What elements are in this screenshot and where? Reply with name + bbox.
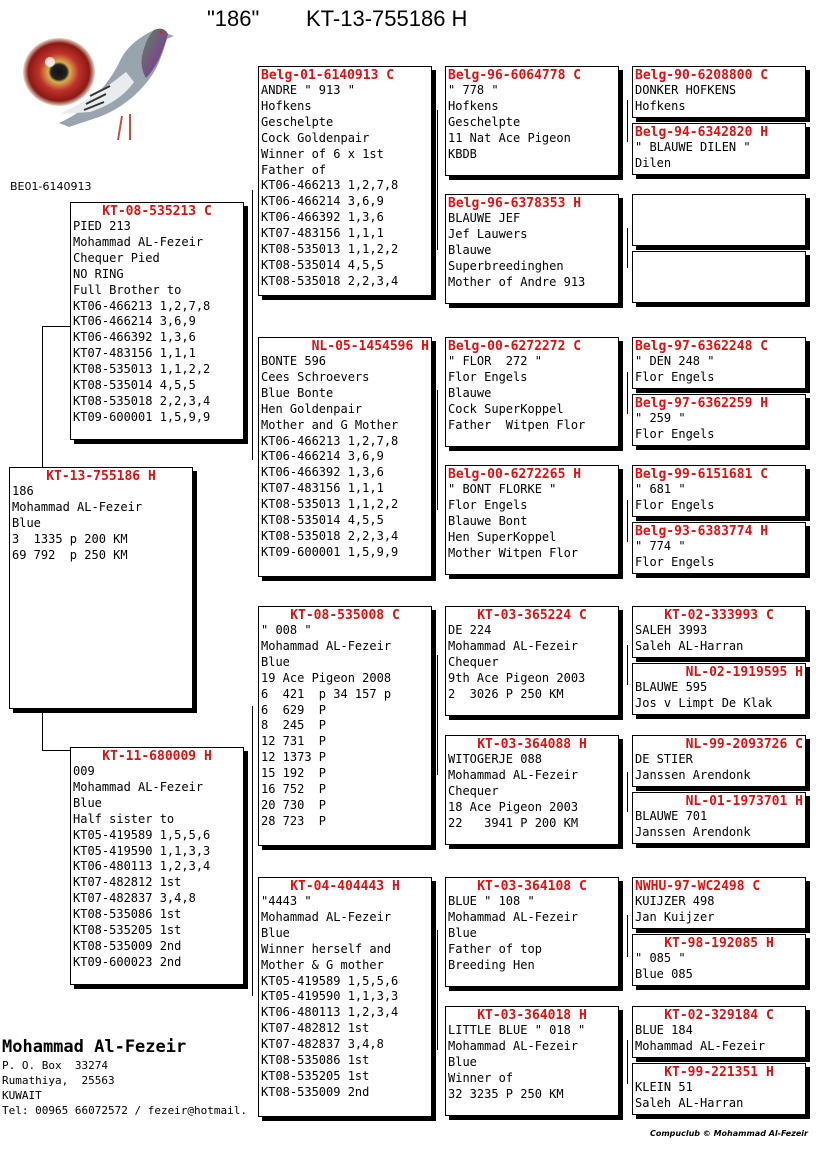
g4-card-4: [632, 251, 806, 303]
gp-line: KT08-535009 2nd: [261, 1084, 370, 1099]
g4-ring: NL-01-1973701 H: [685, 794, 803, 809]
pigeon-eye-photo-icon: [14, 12, 174, 162]
gp-line: 12 731 P: [261, 734, 327, 749]
ggp-line: BLUE " 108 ": [448, 894, 535, 908]
g4-ring: NL-02-1919595 H: [685, 665, 803, 680]
gp-line: Mohammad AL-Fezeir: [261, 638, 392, 653]
ggp-ring: KT-03-364018 H: [477, 1008, 587, 1023]
gp-line: 15 192 P: [261, 766, 327, 781]
gp-line: KT08-535014 4,5,5: [261, 257, 384, 272]
subject-line: 3 1335 p 200 KM: [12, 531, 128, 546]
gp-line: KT06-466392 1,3,6: [261, 465, 384, 480]
owner-address-line: Rumathiya, 25563: [2, 1074, 115, 1087]
ggp-line: Superbreedinghen: [448, 258, 564, 273]
dam-line: KT06-480113 1,2,3,4: [73, 859, 211, 874]
sire-line: KT06-466392 1,3,6: [73, 330, 196, 345]
g4-line: BLAUWE 595: [635, 680, 708, 694]
ggp-line: Jef Lauwers: [448, 226, 528, 241]
gp-line: KT08-535086 1st: [261, 1053, 370, 1068]
gp-line: KT07-483156 1,1,1: [261, 481, 384, 496]
g4-card-8: [632, 522, 806, 574]
dam-line: KT08-535009 2nd: [73, 938, 182, 953]
g4-line: Janssen Arendonk: [635, 824, 751, 839]
footer-credit: Compuclub © Mohammad Al-Fezeir: [649, 1129, 808, 1138]
gp-line: KT08-535014 4,5,5: [261, 513, 384, 528]
gp-line: " 008 ": [261, 623, 312, 637]
ggp-line: KBDB: [448, 146, 477, 161]
owner-address-line: KUWAIT: [2, 1089, 42, 1102]
ggp-line: Mother Witpen Flor: [448, 545, 579, 560]
ggp-ring: KT-03-364108 C: [477, 879, 587, 894]
g4-card-12: [632, 792, 806, 844]
subject-line: Mohammad AL-Fezeir: [12, 499, 143, 514]
ggp-line: " 778 ": [448, 83, 499, 97]
ggp-line: Blauwe Bont: [448, 513, 528, 528]
dam-line: 009: [73, 764, 95, 778]
dam-line: KT05-419589 1,5,5,6: [73, 827, 211, 842]
ggp-ring: Belg-00-6272265 H: [448, 467, 582, 482]
dam-line: KT07-482837 3,4,8: [73, 891, 196, 906]
g4-line: BLUE 184: [635, 1023, 693, 1037]
g4-line: Jan Kuijzer: [635, 909, 715, 924]
ggp-ring: KT-03-365224 C: [477, 608, 587, 623]
sire-line: NO RING: [73, 266, 124, 281]
g4-line: DONKER HOFKENS: [635, 83, 737, 97]
ggp-line: BLAUWE JEF: [448, 211, 521, 225]
dam-line: KT09-600023 2nd: [73, 954, 182, 969]
gp-line: Cock Goldenpair: [261, 130, 370, 145]
dam-line: Mohammad AL-Fezeir: [73, 779, 204, 794]
gp-ring: KT-08-535008 C: [290, 608, 400, 623]
ggp-line: WITOGERJE 088: [448, 752, 542, 766]
ggp-line: Mohammad AL-Fezeir: [448, 767, 579, 782]
gp-line: 8 245 P: [261, 718, 327, 733]
ggp-line: Winner of: [448, 1070, 514, 1085]
g4-ring: Belg-94-6342820 H: [635, 125, 769, 140]
owner-block: [2, 1036, 247, 1118]
sire-line: KT06-466213 1,2,7,8: [73, 298, 211, 313]
ggp-line: Mohammad AL-Fezeir: [448, 1038, 579, 1053]
gp-line: 12 1373 P: [261, 750, 327, 765]
ggp-card-8: [445, 1006, 619, 1116]
g4-card-16: [632, 1063, 806, 1115]
g4-line: Mohammad AL-Fezeir: [635, 1038, 766, 1053]
g4-ring: Belg-93-6383774 H: [635, 524, 769, 539]
ggp-card-6: [445, 735, 619, 845]
sire-card: [70, 202, 244, 440]
ggp-line: Hen SuperKoppel: [448, 529, 557, 544]
gp-line: BONTE 596: [261, 354, 327, 368]
ggp-line: Chequer: [448, 783, 499, 798]
ggp-line: Blue: [448, 1054, 477, 1069]
ggp-card-4: [445, 465, 619, 575]
g4-card-1: [632, 66, 806, 118]
g4-ring: Belg-97-6362248 C: [635, 339, 769, 354]
gp-ring: NL-05-1454596 H: [311, 339, 429, 354]
g4-line: KLEIN 51: [635, 1080, 693, 1094]
gp-line: KT06-466213 1,2,7,8: [261, 433, 399, 448]
gp-line: KT09-600001 1,5,9,9: [261, 544, 399, 559]
ggp-line: Hofkens: [448, 98, 499, 113]
subject-ring: KT-13-755186 H: [46, 469, 156, 484]
sire-line: Mohammad AL-Fezeir: [73, 234, 204, 249]
subject-line: Blue: [12, 515, 41, 530]
gp-line: Blue: [261, 654, 290, 669]
ggp-line: " BONT FLORKE ": [448, 482, 557, 496]
ggp-line: Flor Engels: [448, 369, 528, 384]
g4-line: Janssen Arendonk: [635, 767, 751, 782]
g4-card-7: [632, 465, 806, 517]
g4-line: Flor Engels: [635, 426, 715, 441]
sire-ring: KT-08-535213 C: [102, 204, 212, 219]
gp-line: KT08-535018 2,2,3,4: [261, 528, 399, 543]
g4-line: Saleh AL-Harran: [635, 638, 744, 653]
gp-line: Mohammad AL-Fezeir: [261, 909, 392, 924]
g4-ring: KT-02-333993 C: [664, 608, 774, 623]
g4-card-10: [632, 663, 806, 715]
gp-line: 6 421 p 34 157 p: [261, 686, 392, 701]
ggp-card-5: [445, 606, 619, 716]
gp-line: KT06-466214 3,6,9: [261, 194, 384, 209]
sire-line: KT09-600001 1,5,9,9: [73, 409, 211, 424]
owner-contact-line: Tel: 00965 66072572 / fezeir@hotmail.: [2, 1104, 248, 1117]
sire-line: KT08-535013 1,1,2,2: [73, 362, 211, 377]
gp-line: KT05-419590 1,1,3,3: [261, 989, 399, 1004]
pigeon-name-title: "186": [207, 6, 260, 31]
gp-line: KT07-482812 1st: [261, 1021, 370, 1036]
connector-gp3: [437, 655, 445, 775]
gp-line: Blue Bonte: [261, 385, 334, 400]
gp-card-2: [258, 337, 432, 577]
gp-line: KT06-466213 1,2,7,8: [261, 178, 399, 193]
ggp-ring: Belg-96-6064778 C: [448, 68, 582, 83]
g4-line: " BLAUWE DILEN ": [635, 140, 751, 154]
ggp-line: Blue: [448, 925, 477, 940]
ggp-ring: Belg-00-6272272 C: [448, 339, 582, 354]
gp-line: 28 723 P: [261, 813, 327, 828]
ggp-line: Mohammad AL-Fezeir: [448, 638, 579, 653]
subject-card: [9, 467, 193, 709]
sire-line: Full Brother to: [73, 282, 182, 297]
gp-line: Winner herself and: [261, 941, 392, 956]
gp-line: KT07-483156 1,1,1: [261, 226, 384, 241]
gp-line: Father of: [261, 162, 327, 177]
gp-line: Mother & G mother: [261, 957, 384, 972]
dam-line: KT08-535086 1st: [73, 907, 182, 922]
ggp-line: DE 224: [448, 623, 492, 637]
g4-ring: NWHU-97-WC2498 C: [635, 879, 761, 894]
ggp-ring: Belg-96-6378353 H: [448, 196, 582, 211]
g4-card-2: [632, 123, 806, 175]
gp-ring: KT-04-404443 H: [290, 879, 400, 894]
ggp-line: 18 Ace Pigeon 2003: [448, 799, 579, 814]
g4-ring: Belg-97-6362259 H: [635, 396, 769, 411]
gp-line: 6 629 P: [261, 702, 327, 717]
gp-line: Hen Goldenpair: [261, 401, 363, 416]
ggp-line: 9th Ace Pigeon 2003: [448, 670, 586, 685]
g4-card-9: [632, 606, 806, 658]
g4-line: " 681 ": [635, 482, 686, 496]
gp-line: Mother and G Mother: [261, 417, 399, 432]
dam-card: [70, 747, 244, 985]
gp-ring: Belg-01-6140913 C: [261, 68, 395, 83]
ggp-line: Mohammad AL-Fezeir: [448, 909, 579, 924]
g4-card-15: [632, 1006, 806, 1058]
gp-line: 19 Ace Pigeon 2008: [261, 670, 392, 685]
sire-line: PIED 213: [73, 219, 131, 233]
ggp-line: LITTLE BLUE " 018 ": [448, 1023, 586, 1037]
dam-line: Blue: [73, 795, 102, 810]
logo-ring-number: BE01-6140913: [10, 180, 92, 193]
ggp-card-3: [445, 337, 619, 447]
gp-card-1: [258, 66, 432, 296]
g4-line: " 259 ": [635, 411, 686, 425]
connector-gp1: [437, 110, 445, 250]
pigeon-ring-title: KT-13-755186 H: [306, 6, 468, 31]
owner-name: Mohammad Al-Fezeir: [2, 1037, 187, 1057]
gp-line: KT07-482837 3,4,8: [261, 1037, 384, 1052]
ggp-line: Mother of Andre 913: [448, 274, 586, 289]
g4-ring: KT-02-329184 C: [664, 1008, 774, 1023]
owner-address-line: P. O. Box 33274: [2, 1059, 108, 1072]
g4-ring: NL-99-2093726 C: [685, 737, 803, 752]
g4-line: DE STIER: [635, 752, 693, 766]
dam-line: Half sister to: [73, 811, 175, 826]
gp-card-4: [258, 877, 432, 1117]
g4-line: Saleh AL-Harran: [635, 1095, 744, 1110]
ggp-card-1: [445, 66, 619, 176]
ggp-line: Father Witpen Flor: [448, 417, 586, 432]
gp-line: KT08-535018 2,2,3,4: [261, 273, 399, 288]
g4-card-6: [632, 394, 806, 446]
g4-ring: KT-99-221351 H: [664, 1065, 774, 1080]
sire-line: KT06-466214 3,6,9: [73, 314, 196, 329]
connector-gp4: [437, 930, 445, 1050]
g4-line: " 085 ": [635, 951, 686, 965]
dam-line: KT05-419590 1,1,3,3: [73, 843, 211, 858]
gp-line: KT08-535205 1st: [261, 1068, 370, 1083]
dam-line: KT08-535205 1st: [73, 923, 182, 938]
ggp-line: Breeding Hen: [448, 957, 535, 972]
ggp-line: Father of top: [448, 941, 542, 956]
ggp-line: Blauwe: [448, 385, 492, 400]
gp-line: 20 730 P: [261, 797, 327, 812]
g4-line: Dilen: [635, 155, 672, 170]
ggp-line: " FLOR 272 ": [448, 354, 542, 368]
ggp-line: 11 Nat Ace Pigeon: [448, 130, 571, 145]
gp-line: KT06-480113 1,2,3,4: [261, 1005, 399, 1020]
g4-card-3: [632, 194, 806, 246]
ggp-ring: KT-03-364088 H: [477, 737, 587, 752]
ggp-line: Chequer: [448, 654, 499, 669]
g4-line: KUIJZER 498: [635, 894, 715, 908]
sire-line: KT07-483156 1,1,1: [73, 346, 196, 361]
g4-ring: Belg-90-6208800 C: [635, 68, 769, 83]
gp-line: Hofkens: [261, 98, 312, 113]
gp-line: ANDRE " 913 ": [261, 83, 355, 97]
g4-card-14: [632, 934, 806, 986]
g4-line: " 774 ": [635, 539, 686, 553]
gp-line: Geschelpte: [261, 114, 334, 129]
ggp-line: 22 3941 P 200 KM: [448, 815, 579, 830]
g4-line: SALEH 3993: [635, 623, 708, 637]
subject-line: 69 792 p 250 KM: [12, 547, 128, 562]
ggp-line: Flor Engels: [448, 497, 528, 512]
ggp-line: Blauwe: [448, 242, 492, 257]
subject-line: 186: [12, 484, 34, 498]
g4-line: Flor Engels: [635, 497, 715, 512]
ggp-line: 32 3235 P 250 KM: [448, 1086, 564, 1101]
connector-gp2: [437, 390, 445, 510]
gp-line: KT06-466214 3,6,9: [261, 449, 384, 464]
ggp-line: 2 3026 P 250 KM: [448, 686, 564, 701]
g4-line: Flor Engels: [635, 369, 715, 384]
ggp-line: Geschelpte: [448, 114, 521, 129]
g4-line: Flor Engels: [635, 554, 715, 569]
gp-line: "4443 ": [261, 894, 312, 908]
ggp-line: Cock SuperKoppel: [448, 401, 564, 416]
g4-card-13: [632, 877, 806, 929]
g4-line: BLAUWE 701: [635, 809, 708, 823]
dam-ring: KT-11-680009 H: [102, 749, 212, 764]
sire-line: KT08-535014 4,5,5: [73, 378, 196, 393]
sire-line: KT08-535018 2,2,3,4: [73, 393, 211, 408]
g4-ring: Belg-99-6151681 C: [635, 467, 769, 482]
g4-card-11: [632, 735, 806, 787]
g4-line: Hofkens: [635, 98, 686, 113]
g4-line: " DEN 248 ": [635, 354, 715, 368]
gp-line: KT08-535013 1,1,2,2: [261, 242, 399, 257]
gp-line: Winner of 6 x 1st: [261, 146, 384, 161]
g4-ring: KT-98-192085 H: [664, 936, 774, 951]
g4-card-5: [632, 337, 806, 389]
gp-line: KT06-466392 1,3,6: [261, 210, 384, 225]
gp-card-3: [258, 606, 432, 846]
gp-line: KT05-419589 1,5,5,6: [261, 973, 399, 988]
g4-line: Blue 085: [635, 966, 693, 981]
ggp-card-2: [445, 194, 619, 304]
gp-line: KT08-535013 1,1,2,2: [261, 497, 399, 512]
g4-line: Jos v Limpt De Klak: [635, 695, 773, 710]
ggp-card-7: [445, 877, 619, 987]
gp-line: 16 752 P: [261, 782, 327, 797]
dam-line: KT07-482812 1st: [73, 875, 182, 890]
gp-line: Cees Schroevers: [261, 369, 370, 384]
sire-line: Chequer Pied: [73, 250, 160, 265]
gp-line: Blue: [261, 925, 290, 940]
